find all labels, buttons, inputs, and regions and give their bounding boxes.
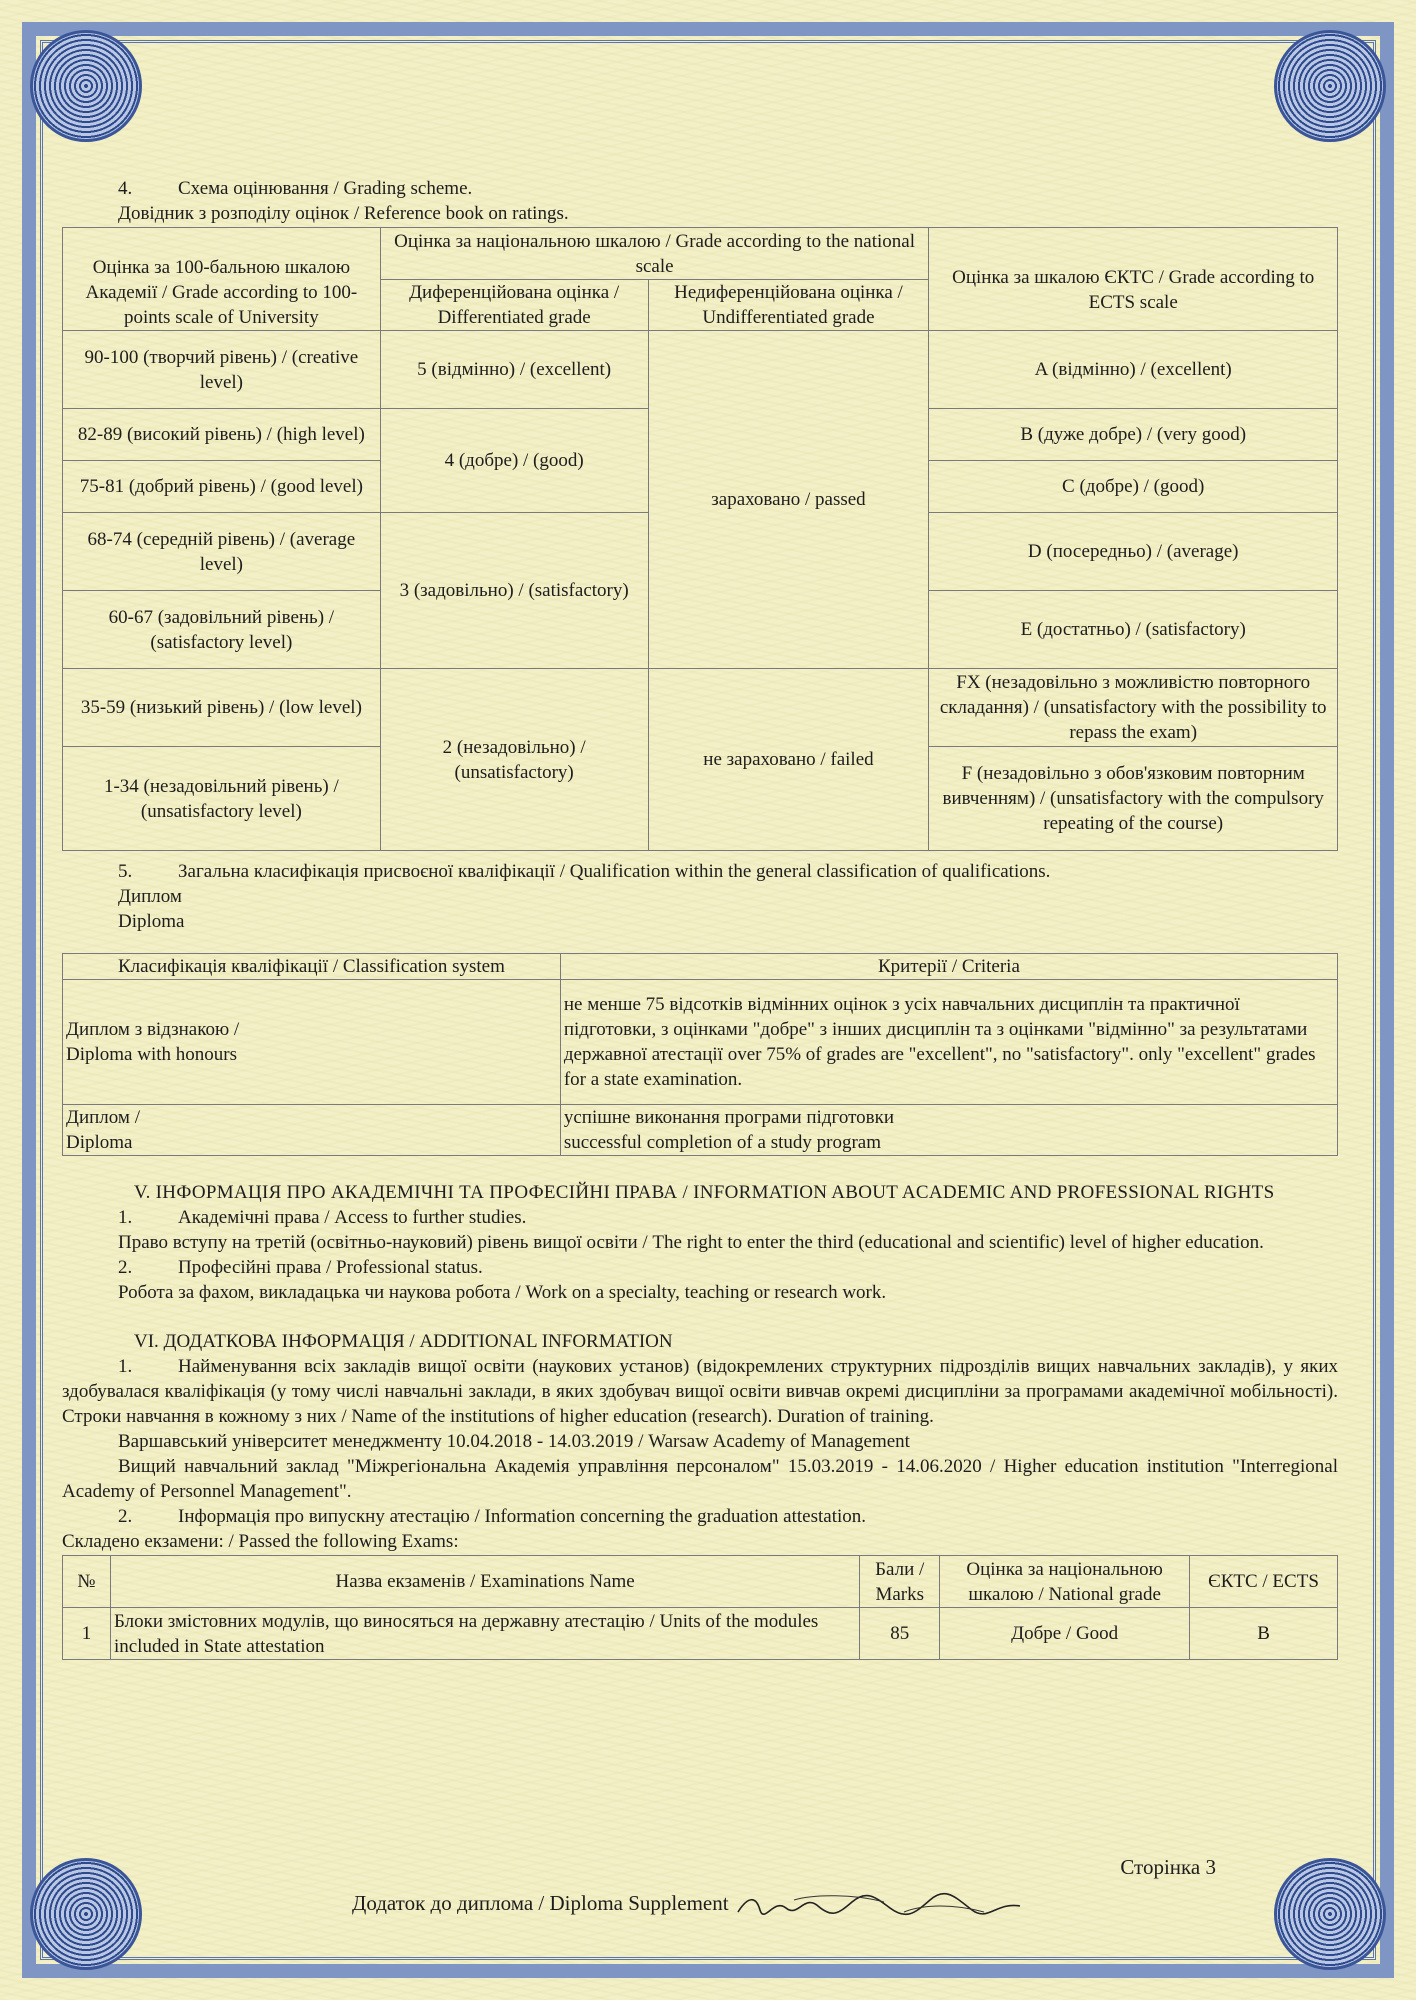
- header-ects: ЄКТС / ECTS: [1190, 1556, 1338, 1608]
- ects-grade: F (незадовільно з обов'язковим повторним вивченням) / (unsatisfactory with the compulsory repeating of the course): [929, 747, 1338, 851]
- ects-grade: C (добре) / (good): [929, 461, 1338, 513]
- section-6-title: VI. ДОДАТКОВА ІНФОРМАЦІЯ / ADDITIONAL INFORMATION: [134, 1331, 673, 1352]
- grade-range: 68-74 (середній рівень) / (average level): [63, 513, 381, 591]
- ects-grade: FX (незадовільно з можливістю повторного складання) / (unsatisfactory with the possibility to repass the exam): [929, 669, 1338, 747]
- supplement-footer: Додаток до диплома / Diploma Supplement: [352, 1891, 1024, 1918]
- header-classification-system: Класифікація кваліфікації / Classification system: [63, 954, 561, 980]
- section-5-item-2: 2. Професійні права / Professional status.: [118, 1257, 483, 1278]
- exams-table: [62, 1555, 1338, 1660]
- rosette-icon: [1274, 1858, 1386, 1970]
- classification-heading: 5. Загальна класифікація присвоєної кваліфікації / Qualification within the general classification of qualifications.: [118, 861, 1051, 882]
- diff-grade: 4 (добре) / (good): [380, 409, 648, 513]
- header-national: Оцінка за національною шкалою / Grade according to the national scale: [380, 228, 929, 280]
- classification-line2: Diploma: [118, 911, 185, 932]
- table-row: [63, 1608, 1338, 1660]
- header-national-grade: Оцінка за національною шкалою / National grade: [940, 1556, 1190, 1608]
- exam-num: 1: [63, 1608, 111, 1660]
- header-differentiated: Диференційована оцінка / Differentiated grade: [380, 280, 648, 331]
- institution-1: Варшавський університет менеджменту 10.04.2018 - 14.03.2019 / Warsaw Academy of Management: [118, 1431, 910, 1452]
- rosette-icon: [30, 30, 142, 142]
- grade-range: 82-89 (високий рівень) / (high level): [63, 409, 381, 461]
- exam-national-grade: Добре / Good: [940, 1608, 1190, 1660]
- header-exam-name: Назва екзаменів / Examinations Name: [110, 1556, 859, 1608]
- section-5-item-2-text: Робота за фахом, викладацька чи наукова робота / Work on a specialty, teaching or research work.: [118, 1282, 887, 1303]
- classification-criteria: не менше 75 відсотків відмінних оцінок з усіх навчальних дисциплін та практичної підготовки, з оцінками "добре" з інших дисциплін та з оцінками "відмінно" за результатами державної атестації over 75% of grades are "excellent", no "satisfactory". only "excellent" grades for a state examination.: [560, 980, 1337, 1105]
- rosette-icon: [30, 1858, 142, 1970]
- grade-range: 1-34 (незадовільний рівень) / (unsatisfactory level): [63, 747, 381, 851]
- classification-line1: Диплом: [118, 886, 182, 907]
- grade-range: 35-59 (низький рівень) / (low level): [63, 669, 381, 747]
- section-5-item-1: 1. Академічні права / Access to further studies.: [118, 1207, 527, 1228]
- section-5-title: V. ІНФОРМАЦІЯ ПРО АКАДЕМІЧНІ ТА ПРОФЕСІЙНІ ПРАВА / INFORMATION ABOUT ACADEMIC AND PROFESSIONAL RIGHTS: [134, 1182, 1275, 1203]
- grade-range: 90-100 (творчий рівень) / (creative level): [63, 331, 381, 409]
- diff-grade: 5 (відмінно) / (excellent): [380, 331, 648, 409]
- ects-grade: A (відмінно) / (excellent): [929, 331, 1338, 409]
- exam-name: Блоки змістовних модулів, що виносяться на державну атестацію / Units of the modules included in State attestation: [110, 1608, 859, 1660]
- undiff-grade: не зараховано / failed: [648, 669, 929, 851]
- header-criteria: Критерії / Criteria: [560, 954, 1337, 980]
- undiff-grade: зараховано / passed: [648, 331, 929, 669]
- grading-heading: 4. Схема оцінювання / Grading scheme.: [118, 178, 473, 199]
- ects-grade: E (достатньо) / (satisfactory): [929, 591, 1338, 669]
- grade-range: 60-67 (задовільний рівень) / (satisfactory level): [63, 591, 381, 669]
- ects-grade: D (посередньо) / (average): [929, 513, 1338, 591]
- classification-criteria: успішне виконання програми підготовки successful completion of a study program: [560, 1105, 1337, 1156]
- exam-marks: 85: [860, 1608, 940, 1660]
- grade-range: 75-81 (добрий рівень) / (good level): [63, 461, 381, 513]
- ects-grade: B (дуже добре) / (very good): [929, 409, 1338, 461]
- section-5-item-1-text: Право вступу на третій (освітньо-науковий) рівень вищої освіти / The right to enter the third (educational and scientific) level of higher education.: [118, 1232, 1264, 1253]
- diff-grade: 2 (незадовільно) / (unsatisfactory): [380, 669, 648, 851]
- signature-icon: [734, 1892, 1024, 1918]
- exams-intro: Складено екзамени: / Passed the following Exams:: [62, 1531, 459, 1552]
- header-marks: Бали / Marks: [860, 1556, 940, 1608]
- header-undifferentiated: Недиференційована оцінка / Undifferentiated grade: [648, 280, 929, 331]
- header-ects: Оцінка за шкалою ЄКТС / Grade according to ECTS scale: [929, 228, 1338, 331]
- rosette-icon: [1274, 30, 1386, 142]
- main-content: [62, 176, 1338, 1660]
- classification-system: Диплом / Diploma: [63, 1105, 561, 1156]
- page-number: Сторінка 3: [1120, 1855, 1216, 1879]
- classification-system: Диплом з відзнакою / Diploma with honours: [63, 980, 561, 1105]
- header-100-scale: Оцінка за 100-бальною шкалою Академії / Grade according to 100-points scale of University: [63, 228, 381, 331]
- exam-ects: B: [1190, 1608, 1338, 1660]
- classification-table: [62, 953, 1338, 1156]
- grading-reference: Довідник з розподілу оцінок / Reference book on ratings.: [118, 203, 569, 224]
- grading-table: [62, 227, 1338, 851]
- section-6-item-1: 1. Найменування всіх закладів вищої освіти (наукових установ) (відокремлених структурних підрозділів вищих навчальних закладів), у яких здобувалася кваліфікація (у тому числі навчальні заклади, в яких здобувач вищої освіти вивчав окремі дисципліни за програмами академічної мобільності). Строки навчання в кожному з них / Name of the institutions of higher education (research). Duration of training.: [62, 1356, 1338, 1427]
- diff-grade: 3 (задовільно) / (satisfactory): [380, 513, 648, 669]
- institution-2: Вищий навчальний заклад "Міжрегіональна Академія управління персоналом" 15.03.2019 - 14.06.2020 / Higher education institution "Interregional Academy of Personnel Management".: [62, 1456, 1338, 1502]
- section-6-item-2: 2. Інформація про випускну атестацію / Information concerning the graduation attestation.: [118, 1506, 867, 1527]
- header-num: №: [63, 1556, 111, 1608]
